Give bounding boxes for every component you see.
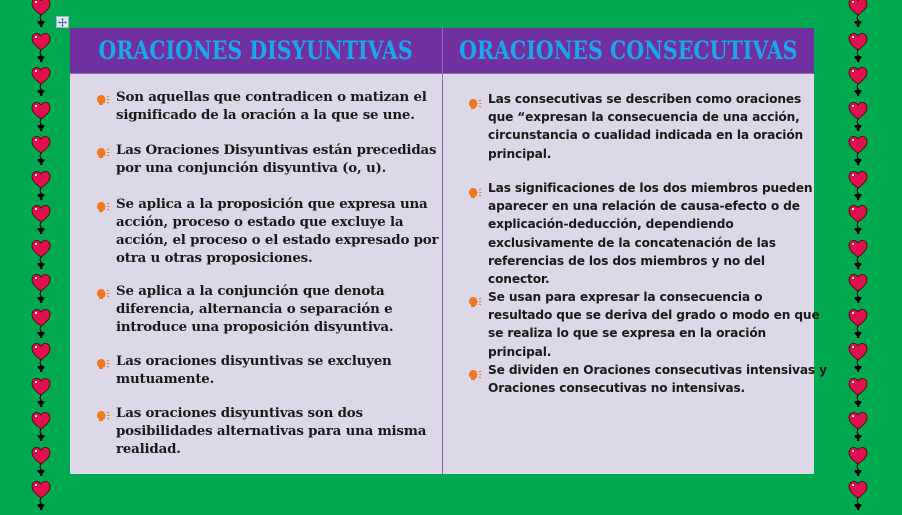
list-item bbox=[96, 141, 456, 177]
heart-balloon-icon bbox=[846, 0, 870, 28]
item-text: Se aplica a la conjunción que denota diferencia, alternancia o separación e introduce una proposición disyuntiva. bbox=[116, 283, 394, 335]
item-text: Las Oraciones Disyuntivas están precedidas por una conjunción disyuntiva (o, u). bbox=[116, 142, 437, 176]
heart-balloon-icon bbox=[846, 201, 870, 235]
speaking-head-icon bbox=[468, 293, 482, 305]
heart-balloon-icon bbox=[29, 98, 53, 132]
list-item bbox=[96, 282, 456, 336]
heart-balloon-icon bbox=[846, 98, 870, 132]
heart-chain-left bbox=[29, 0, 53, 484]
item-text: Las significaciones de los dos miembros pueden aparecer en una relación de causa-efecto o de explicación-deducción, dependiendo exclusivamente de la concatenación de las referencias de los dos miembros y no del conector. bbox=[488, 181, 813, 287]
heart-balloon-icon bbox=[29, 63, 53, 97]
heart-balloon-icon bbox=[846, 270, 870, 304]
header-title: ORACIONES CONSECUTIVAS bbox=[459, 36, 798, 65]
heart-balloon-icon bbox=[29, 132, 53, 166]
speaking-head-icon bbox=[96, 285, 110, 297]
item-text: Las oraciones disyuntivas son dos posibilidades alternativas para una misma realidad. bbox=[116, 405, 427, 457]
heart-balloon-icon bbox=[846, 305, 870, 339]
heart-balloon-icon bbox=[846, 443, 870, 477]
speaking-head-icon bbox=[96, 91, 110, 103]
heart-balloon-icon bbox=[29, 374, 53, 408]
heart-balloon-icon bbox=[29, 270, 53, 304]
heart-balloon-icon bbox=[846, 408, 870, 442]
heart-balloon-icon bbox=[29, 0, 53, 28]
comparison-table bbox=[70, 28, 827, 474]
heart-balloon-icon bbox=[846, 236, 870, 270]
speaking-head-icon bbox=[96, 355, 110, 367]
heart-balloon-icon bbox=[29, 305, 53, 339]
heart-balloon-icon bbox=[29, 477, 53, 511]
header-consecutivas bbox=[443, 28, 814, 73]
item-text: Se aplica a la proposición que expresa una acción, proceso o estado que excluye la acción, el proceso o el estado expresado por otra u otras proposiciones. bbox=[116, 196, 439, 266]
heart-chain-right bbox=[846, 0, 870, 484]
heart-balloon-icon bbox=[29, 167, 53, 201]
speaking-head-icon bbox=[468, 184, 482, 196]
list-item bbox=[468, 179, 830, 288]
heart-balloon-icon bbox=[29, 408, 53, 442]
speaking-head-icon bbox=[96, 407, 110, 419]
table-move-handle-icon[interactable] bbox=[56, 16, 69, 28]
list-item bbox=[468, 90, 830, 163]
list-item bbox=[96, 352, 456, 388]
header-disyuntivas bbox=[70, 28, 442, 73]
heart-balloon-icon bbox=[846, 63, 870, 97]
item-text: Se usan para expresar la consecuencia o resultado que se deriva del grado o modo en que se realiza lo que se expresa en la oración principal. bbox=[488, 290, 820, 359]
speaking-head-icon bbox=[468, 95, 482, 107]
heart-balloon-icon bbox=[29, 236, 53, 270]
heart-balloon-icon bbox=[29, 443, 53, 477]
heart-balloon-icon bbox=[29, 201, 53, 235]
heart-balloon-icon bbox=[846, 132, 870, 166]
item-text: Las oraciones disyuntivas se excluyen mutuamente. bbox=[116, 353, 392, 387]
item-text: Son aquellas que contradicen o matizan el significado de la oración a la que se une. bbox=[116, 89, 427, 123]
list-item bbox=[96, 404, 456, 458]
list-item bbox=[468, 361, 830, 397]
heart-balloon-icon bbox=[846, 374, 870, 408]
speaking-head-icon bbox=[96, 198, 110, 210]
list-item bbox=[468, 288, 830, 361]
heart-balloon-icon bbox=[846, 29, 870, 63]
speaking-head-icon bbox=[96, 144, 110, 156]
header-title: ORACIONES DISYUNTIVAS bbox=[98, 36, 414, 65]
heart-balloon-icon bbox=[846, 477, 870, 511]
speaking-head-icon bbox=[468, 366, 482, 378]
item-text: Se dividen en Oraciones consecutivas intensivas y Oraciones consecutivas no intensivas. bbox=[488, 363, 827, 396]
heart-balloon-icon bbox=[846, 167, 870, 201]
list-item bbox=[96, 195, 456, 267]
heart-balloon-icon bbox=[29, 29, 53, 63]
heart-balloon-icon bbox=[846, 339, 870, 373]
heart-balloon-icon bbox=[29, 339, 53, 373]
item-text: Las consecutivas se describen como oraciones que “expresan la consecuencia de una acción, circunstancia o cualidad indicada en la oración principal. bbox=[488, 92, 804, 161]
list-item bbox=[96, 88, 456, 124]
